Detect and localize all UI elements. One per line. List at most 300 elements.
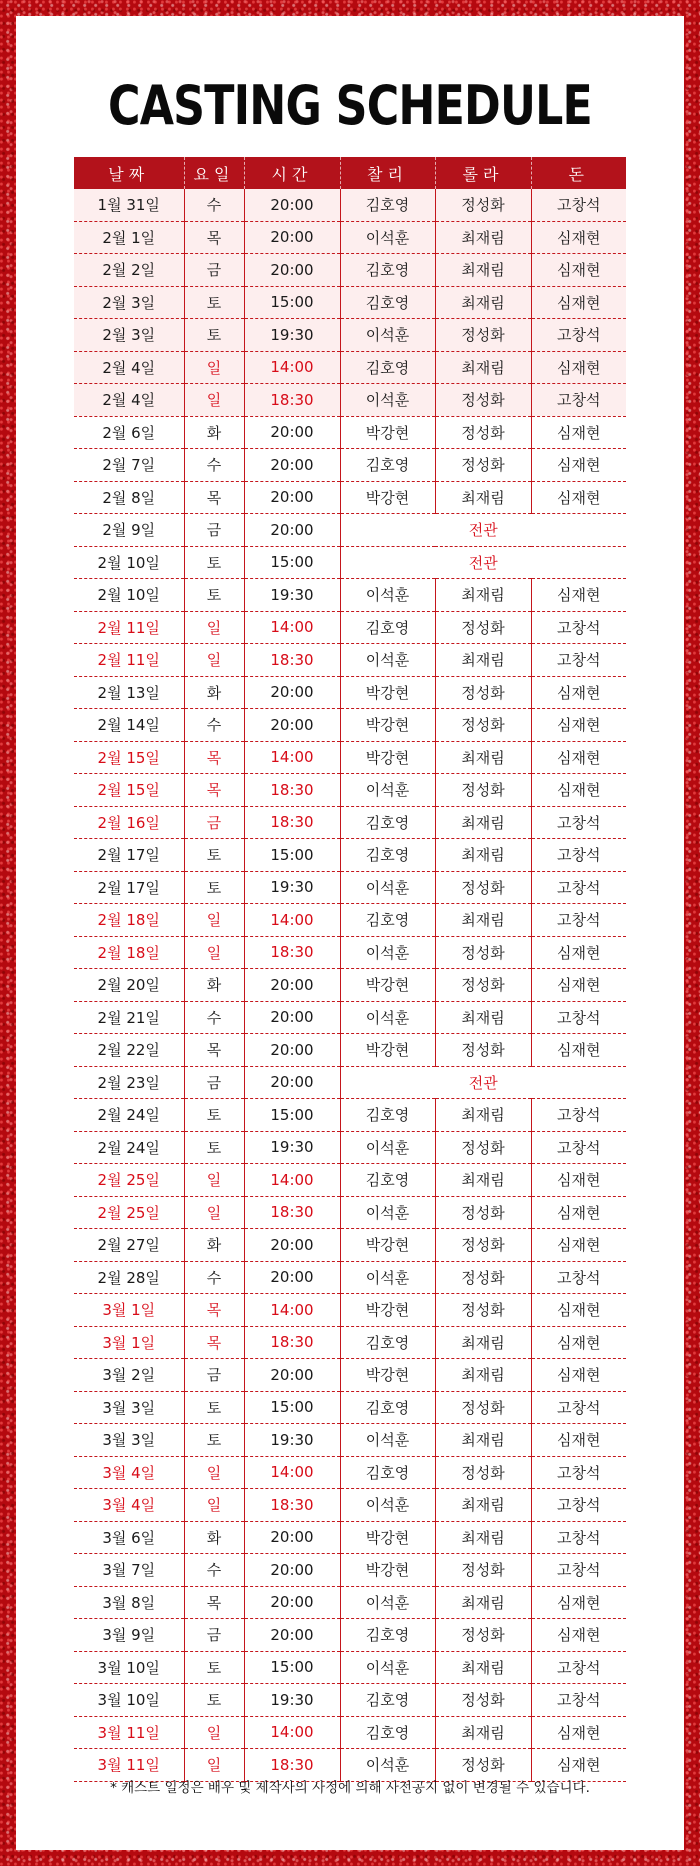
table-row (74, 1164, 626, 1197)
table-row (74, 1131, 626, 1164)
cell-day: 토 (184, 546, 244, 579)
cell-day: 금 (184, 1066, 244, 1099)
cell-lola: 정성화 (435, 1261, 531, 1294)
table-row (74, 1066, 626, 1099)
table-row (74, 189, 626, 221)
table-row (74, 351, 626, 384)
table-row (74, 1424, 626, 1457)
cell-charlie: 김호영 (340, 254, 435, 287)
cell-date: 2월 11일 (74, 644, 184, 677)
cell-lola: 최재림 (435, 1164, 531, 1197)
cell-time: 18:30 (244, 1326, 340, 1359)
cell-lola: 정성화 (435, 1196, 531, 1229)
cell-date: 2월 23일 (74, 1066, 184, 1099)
cell-lola: 최재림 (435, 1359, 531, 1392)
cell-time: 19:30 (244, 1131, 340, 1164)
table-row (74, 611, 626, 644)
cell-time: 19:30 (244, 319, 340, 352)
cell-date: 3월 10일 (74, 1684, 184, 1717)
cell-date: 2월 11일 (74, 611, 184, 644)
cell-date: 2월 15일 (74, 774, 184, 807)
cell-charlie: 이석훈 (340, 1131, 435, 1164)
cell-day: 금 (184, 514, 244, 547)
table-row (74, 774, 626, 807)
table-row (74, 1099, 626, 1132)
cell-lola: 정성화 (435, 1131, 531, 1164)
header-date: 날짜 (74, 157, 184, 189)
cell-date: 2월 3일 (74, 319, 184, 352)
table-row (74, 1456, 626, 1489)
cell-lola: 정성화 (435, 774, 531, 807)
cell-don: 고창석 (531, 319, 626, 352)
cell-date: 2월 2일 (74, 254, 184, 287)
cell-day: 일 (184, 384, 244, 417)
cell-charlie: 이석훈 (340, 871, 435, 904)
cell-date: 3월 2일 (74, 1359, 184, 1392)
table-row (74, 806, 626, 839)
cell-lola: 최재림 (435, 741, 531, 774)
cell-date: 2월 22일 (74, 1034, 184, 1067)
cell-day: 토 (184, 1099, 244, 1132)
table-row (74, 221, 626, 254)
cell-lola: 최재림 (435, 1651, 531, 1684)
cell-don: 심재현 (531, 1164, 626, 1197)
cell-don: 고창석 (531, 1489, 626, 1522)
table-row (74, 839, 626, 872)
cell-day: 금 (184, 1359, 244, 1392)
cell-charlie: 박강현 (340, 481, 435, 514)
cell-lola: 정성화 (435, 416, 531, 449)
cell-lola: 정성화 (435, 611, 531, 644)
cell-day: 목 (184, 741, 244, 774)
cell-lola: 최재림 (435, 806, 531, 839)
cell-time: 20:00 (244, 969, 340, 1002)
cell-don: 고창석 (531, 1001, 626, 1034)
cell-date: 2월 25일 (74, 1196, 184, 1229)
cell-day: 토 (184, 319, 244, 352)
cell-day: 토 (184, 1424, 244, 1457)
cell-charlie: 김호영 (340, 1619, 435, 1652)
table-row (74, 1001, 626, 1034)
cell-day: 금 (184, 254, 244, 287)
table-row (74, 904, 626, 937)
cell-charlie: 김호영 (340, 1716, 435, 1749)
cell-lola: 정성화 (435, 709, 531, 742)
table-row (74, 1294, 626, 1327)
cell-lola: 정성화 (435, 1554, 531, 1587)
table-row (74, 1651, 626, 1684)
cell-closed-notice: 전관 (340, 546, 626, 579)
cell-charlie: 김호영 (340, 839, 435, 872)
cell-day: 목 (184, 1326, 244, 1359)
cell-time: 14:00 (244, 1294, 340, 1327)
cell-day: 일 (184, 611, 244, 644)
cell-don: 고창석 (531, 1261, 626, 1294)
cell-charlie: 이석훈 (340, 579, 435, 612)
cell-day: 일 (184, 644, 244, 677)
cell-date: 2월 16일 (74, 806, 184, 839)
cell-don: 고창석 (531, 1099, 626, 1132)
cell-don: 심재현 (531, 1586, 626, 1619)
cell-date: 2월 21일 (74, 1001, 184, 1034)
table-row (74, 481, 626, 514)
cell-lola: 정성화 (435, 676, 531, 709)
cell-time: 20:00 (244, 416, 340, 449)
cell-day: 일 (184, 904, 244, 937)
table-row (74, 546, 626, 579)
cell-don: 고창석 (531, 1651, 626, 1684)
cell-charlie: 이석훈 (340, 221, 435, 254)
cell-don: 심재현 (531, 936, 626, 969)
cell-date: 2월 9일 (74, 514, 184, 547)
cell-day: 일 (184, 1164, 244, 1197)
table-row (74, 1521, 626, 1554)
cell-lola: 정성화 (435, 1619, 531, 1652)
table-row (74, 1196, 626, 1229)
cell-charlie: 김호영 (340, 611, 435, 644)
cell-time: 19:30 (244, 1684, 340, 1717)
cell-day: 수 (184, 1554, 244, 1587)
cell-don: 고창석 (531, 384, 626, 417)
cell-date: 3월 4일 (74, 1489, 184, 1522)
cell-time: 20:00 (244, 1586, 340, 1619)
cell-time: 18:30 (244, 1196, 340, 1229)
cell-day: 수 (184, 189, 244, 221)
cell-charlie: 김호영 (340, 1099, 435, 1132)
table-header-row (74, 157, 626, 189)
cell-don: 고창석 (531, 1391, 626, 1424)
cell-date: 2월 3일 (74, 286, 184, 319)
cell-time: 20:00 (244, 1034, 340, 1067)
cell-lola: 정성화 (435, 969, 531, 1002)
table-body (74, 189, 626, 1781)
cell-lola: 정성화 (435, 1684, 531, 1717)
cell-charlie: 박강현 (340, 1554, 435, 1587)
cell-don: 심재현 (531, 449, 626, 482)
cell-date: 2월 17일 (74, 839, 184, 872)
cell-don: 심재현 (531, 351, 626, 384)
cell-charlie: 김호영 (340, 1164, 435, 1197)
cell-date: 2월 1일 (74, 221, 184, 254)
cell-don: 고창석 (531, 1131, 626, 1164)
cell-date: 2월 27일 (74, 1229, 184, 1262)
cell-time: 14:00 (244, 904, 340, 937)
cell-lola: 최재림 (435, 1424, 531, 1457)
cell-time: 15:00 (244, 1099, 340, 1132)
cell-day: 화 (184, 676, 244, 709)
cell-time: 20:00 (244, 189, 340, 221)
cell-charlie: 김호영 (340, 1456, 435, 1489)
cell-time: 20:00 (244, 1521, 340, 1554)
cell-don: 고창석 (531, 904, 626, 937)
cell-time: 20:00 (244, 709, 340, 742)
cell-charlie: 김호영 (340, 286, 435, 319)
cell-don: 심재현 (531, 1359, 626, 1392)
cell-don: 고창석 (531, 611, 626, 644)
cell-lola: 최재림 (435, 1586, 531, 1619)
cell-day: 목 (184, 774, 244, 807)
cell-charlie: 박강현 (340, 709, 435, 742)
cell-charlie: 이석훈 (340, 384, 435, 417)
header-lola: 롤라 (435, 157, 531, 189)
cell-lola: 최재림 (435, 1326, 531, 1359)
cell-day: 화 (184, 969, 244, 1002)
cell-lola: 최재림 (435, 839, 531, 872)
cell-time: 15:00 (244, 839, 340, 872)
cell-closed-notice: 전관 (340, 514, 626, 547)
cell-day: 토 (184, 871, 244, 904)
header-don: 돈 (531, 157, 626, 189)
cell-time: 19:30 (244, 871, 340, 904)
cell-don: 심재현 (531, 969, 626, 1002)
cell-don: 심재현 (531, 774, 626, 807)
cell-charlie: 이석훈 (340, 1651, 435, 1684)
cell-lola: 최재림 (435, 1001, 531, 1034)
cell-time: 18:30 (244, 384, 340, 417)
table-row (74, 741, 626, 774)
cell-don: 심재현 (531, 1749, 626, 1782)
cell-charlie: 박강현 (340, 741, 435, 774)
table-row (74, 449, 626, 482)
cell-charlie: 김호영 (340, 904, 435, 937)
cell-time: 15:00 (244, 1391, 340, 1424)
table-row (74, 1489, 626, 1522)
cell-lola: 정성화 (435, 319, 531, 352)
cell-don: 심재현 (531, 579, 626, 612)
cell-charlie: 김호영 (340, 189, 435, 221)
cell-charlie: 이석훈 (340, 1586, 435, 1619)
cell-time: 18:30 (244, 1489, 340, 1522)
cell-day: 목 (184, 1586, 244, 1619)
cell-don: 심재현 (531, 254, 626, 287)
cell-don: 심재현 (531, 1294, 626, 1327)
cell-charlie: 박강현 (340, 1229, 435, 1262)
cell-day: 일 (184, 1489, 244, 1522)
cell-charlie: 이석훈 (340, 1424, 435, 1457)
cell-lola: 최재림 (435, 1521, 531, 1554)
cell-date: 3월 7일 (74, 1554, 184, 1587)
cell-lola: 정성화 (435, 936, 531, 969)
cell-charlie: 이석훈 (340, 1001, 435, 1034)
cell-day: 토 (184, 286, 244, 319)
cell-charlie: 박강현 (340, 1034, 435, 1067)
cell-day: 일 (184, 1196, 244, 1229)
cell-day: 토 (184, 1651, 244, 1684)
cell-don: 심재현 (531, 709, 626, 742)
cell-day: 화 (184, 1229, 244, 1262)
table-row (74, 1261, 626, 1294)
cell-date: 1월 31일 (74, 189, 184, 221)
cell-don: 심재현 (531, 1196, 626, 1229)
cell-time: 20:00 (244, 481, 340, 514)
cell-day: 토 (184, 579, 244, 612)
cell-time: 14:00 (244, 1164, 340, 1197)
cell-time: 15:00 (244, 546, 340, 579)
cell-don: 고창석 (531, 1521, 626, 1554)
cell-lola: 정성화 (435, 189, 531, 221)
cell-time: 20:00 (244, 1261, 340, 1294)
table-row (74, 384, 626, 417)
cell-lola: 최재림 (435, 286, 531, 319)
cell-charlie: 김호영 (340, 806, 435, 839)
poster-panel (16, 16, 684, 1850)
cell-charlie: 이석훈 (340, 644, 435, 677)
table-row (74, 644, 626, 677)
table-row (74, 1619, 626, 1652)
cell-time: 18:30 (244, 936, 340, 969)
cell-charlie: 박강현 (340, 676, 435, 709)
cell-don: 심재현 (531, 741, 626, 774)
cell-date: 2월 24일 (74, 1099, 184, 1132)
cell-date: 3월 6일 (74, 1521, 184, 1554)
table-row (74, 579, 626, 612)
cell-day: 일 (184, 351, 244, 384)
cell-day: 화 (184, 1521, 244, 1554)
cell-time: 14:00 (244, 741, 340, 774)
cell-time: 14:00 (244, 351, 340, 384)
cell-don: 심재현 (531, 676, 626, 709)
cell-don: 심재현 (531, 1424, 626, 1457)
cell-time: 19:30 (244, 579, 340, 612)
cell-don: 고창석 (531, 644, 626, 677)
cell-don: 고창석 (531, 1684, 626, 1717)
cell-time: 14:00 (244, 1716, 340, 1749)
cell-date: 3월 9일 (74, 1619, 184, 1652)
cell-time: 20:00 (244, 449, 340, 482)
cell-date: 3월 11일 (74, 1749, 184, 1782)
cell-charlie: 이석훈 (340, 319, 435, 352)
cell-date: 3월 3일 (74, 1391, 184, 1424)
cell-date: 2월 20일 (74, 969, 184, 1002)
table-row (74, 1359, 626, 1392)
cell-don: 고창석 (531, 839, 626, 872)
cell-day: 토 (184, 839, 244, 872)
cell-lola: 정성화 (435, 1456, 531, 1489)
cell-lola: 최재림 (435, 221, 531, 254)
cell-time: 20:00 (244, 1001, 340, 1034)
cell-date: 3월 3일 (74, 1424, 184, 1457)
cell-date: 2월 10일 (74, 579, 184, 612)
cell-date: 3월 8일 (74, 1586, 184, 1619)
cell-date: 3월 10일 (74, 1651, 184, 1684)
cell-lola: 최재림 (435, 254, 531, 287)
cell-lola: 정성화 (435, 1034, 531, 1067)
table-row (74, 936, 626, 969)
cell-date: 3월 1일 (74, 1326, 184, 1359)
cell-day: 목 (184, 1294, 244, 1327)
cell-time: 20:00 (244, 676, 340, 709)
cell-lola: 정성화 (435, 1229, 531, 1262)
cell-time: 20:00 (244, 514, 340, 547)
cell-time: 18:30 (244, 806, 340, 839)
cell-date: 3월 1일 (74, 1294, 184, 1327)
cell-charlie: 김호영 (340, 1684, 435, 1717)
cell-date: 2월 4일 (74, 351, 184, 384)
cell-lola: 정성화 (435, 1391, 531, 1424)
cell-date: 2월 4일 (74, 384, 184, 417)
cell-time: 20:00 (244, 1229, 340, 1262)
table-row (74, 1391, 626, 1424)
footnote: * 캐스트 일정은 배우 및 제작사의 사정에 의해 사전공지 없이 변경될 수 있습니다. (110, 1780, 590, 1796)
cell-time: 15:00 (244, 1651, 340, 1684)
cell-time: 19:30 (244, 1424, 340, 1457)
cell-charlie: 박강현 (340, 969, 435, 1002)
cell-time: 20:00 (244, 1619, 340, 1652)
cell-lola: 정성화 (435, 1294, 531, 1327)
page-title: CASTING SCHEDULE (108, 74, 592, 137)
cell-don: 심재현 (531, 1034, 626, 1067)
table-row (74, 254, 626, 287)
cell-date: 2월 15일 (74, 741, 184, 774)
cell-time: 14:00 (244, 1456, 340, 1489)
cell-date: 2월 18일 (74, 936, 184, 969)
table-row (74, 871, 626, 904)
cell-lola: 최재림 (435, 1489, 531, 1522)
table-row (74, 1229, 626, 1262)
cell-day: 토 (184, 1391, 244, 1424)
table-row (74, 1716, 626, 1749)
cell-don: 심재현 (531, 1229, 626, 1262)
cell-day: 금 (184, 1619, 244, 1652)
cell-don: 심재현 (531, 221, 626, 254)
table-row (74, 969, 626, 1002)
cell-don: 고창석 (531, 1456, 626, 1489)
cell-date: 2월 6일 (74, 416, 184, 449)
cell-time: 20:00 (244, 254, 340, 287)
cell-time: 15:00 (244, 286, 340, 319)
cell-charlie: 박강현 (340, 1294, 435, 1327)
cell-charlie: 김호영 (340, 1391, 435, 1424)
table-row (74, 1554, 626, 1587)
cell-day: 수 (184, 1001, 244, 1034)
cell-date: 2월 18일 (74, 904, 184, 937)
cell-charlie: 박강현 (340, 1359, 435, 1392)
cell-don: 고창석 (531, 871, 626, 904)
cell-day: 목 (184, 481, 244, 514)
cell-lola: 최재림 (435, 1099, 531, 1132)
cell-lola: 최재림 (435, 904, 531, 937)
cell-day: 수 (184, 449, 244, 482)
cell-lola: 정성화 (435, 1749, 531, 1782)
cell-day: 일 (184, 1716, 244, 1749)
cell-charlie: 이석훈 (340, 1261, 435, 1294)
cell-date: 2월 13일 (74, 676, 184, 709)
cell-date: 2월 14일 (74, 709, 184, 742)
cell-don: 고창석 (531, 189, 626, 221)
cell-date: 3월 11일 (74, 1716, 184, 1749)
cell-time: 20:00 (244, 1554, 340, 1587)
cell-time: 20:00 (244, 1066, 340, 1099)
cell-day: 목 (184, 1034, 244, 1067)
cell-date: 2월 24일 (74, 1131, 184, 1164)
cell-time: 20:00 (244, 1359, 340, 1392)
cell-date: 3월 4일 (74, 1456, 184, 1489)
cell-time: 14:00 (244, 611, 340, 644)
table-row (74, 319, 626, 352)
cell-charlie: 김호영 (340, 449, 435, 482)
cell-day: 목 (184, 221, 244, 254)
table-row (74, 286, 626, 319)
cell-time: 18:30 (244, 774, 340, 807)
table-row (74, 416, 626, 449)
table-row (74, 1034, 626, 1067)
table-row (74, 514, 626, 547)
cell-date: 2월 8일 (74, 481, 184, 514)
cell-date: 2월 28일 (74, 1261, 184, 1294)
cell-day: 수 (184, 1261, 244, 1294)
cell-don: 심재현 (531, 481, 626, 514)
cell-don: 심재현 (531, 286, 626, 319)
